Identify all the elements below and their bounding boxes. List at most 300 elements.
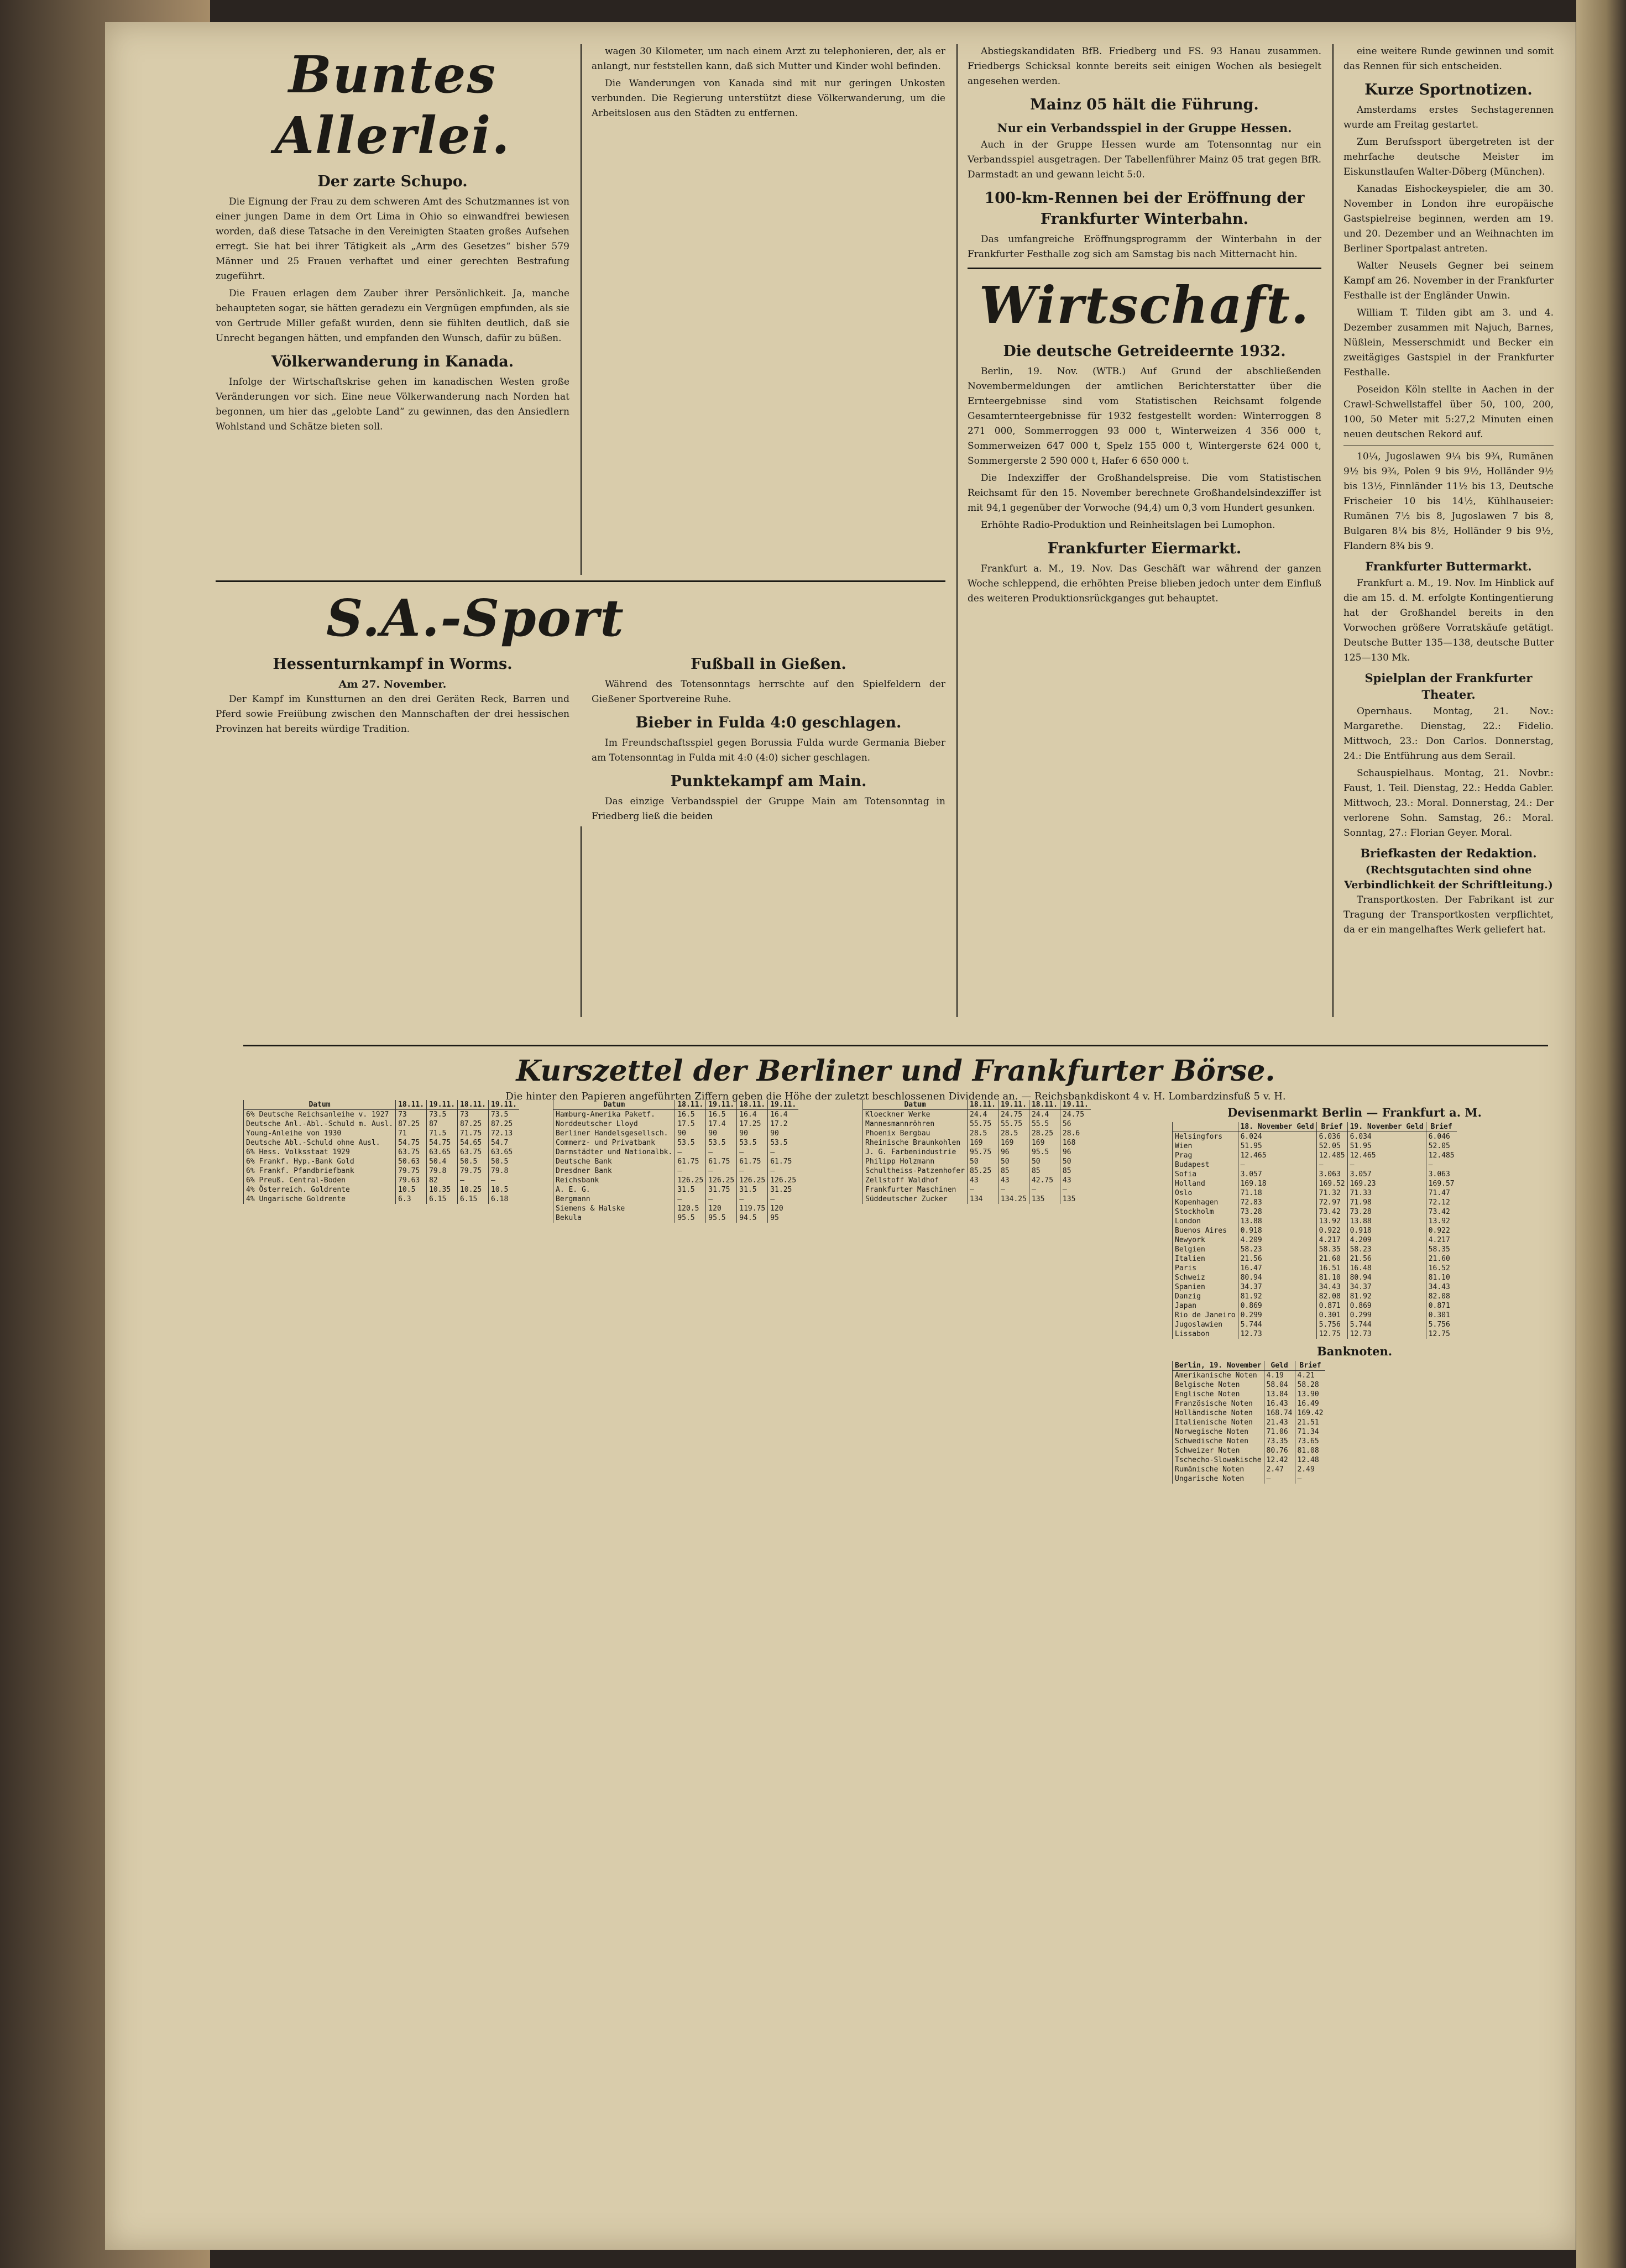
table-header: 19.11. xyxy=(1060,1100,1090,1110)
table-cell: Holland xyxy=(1173,1179,1238,1188)
table-cell: Deutsche Bank xyxy=(553,1157,675,1166)
banknotes-title: Banknoten. xyxy=(1316,1344,1393,1358)
table-cell: 58.23 xyxy=(1238,1245,1316,1254)
table-cell: 58.04 xyxy=(1264,1380,1295,1390)
currency-row xyxy=(1173,1292,1457,1301)
table-cell: 6.15 xyxy=(427,1195,458,1204)
article-dateline: Am 27. November. xyxy=(338,678,447,690)
currency-row xyxy=(1173,1301,1457,1311)
table-cell: 0.871 xyxy=(1316,1301,1347,1311)
table-cell: 6.046 xyxy=(1426,1132,1456,1142)
table-cell: 50 xyxy=(1029,1157,1060,1166)
table-cell: 79.8 xyxy=(427,1166,458,1176)
table-cell: 58.28 xyxy=(1295,1380,1325,1390)
table-cell: 0.301 xyxy=(1316,1311,1347,1320)
table-cell: 56 xyxy=(1060,1119,1090,1129)
table-cell: — xyxy=(675,1148,706,1157)
table-cell: 12.485 xyxy=(1316,1151,1347,1160)
table-cell: 63.65 xyxy=(427,1148,458,1157)
article-text: Infolge der Wirtschaftskrise gehen im kanadischen Westen große Veränderungen vor sich. Eine neue Völkerwanderung nach Norden hat begonnen, um hier das „gelobte Land“ zu gewinnen, das den Ansiedlern Wohlstand und Schätze bieten soll. xyxy=(216,376,569,432)
divider xyxy=(968,268,1321,269)
table-cell: 72.83 xyxy=(1238,1198,1316,1207)
table-cell: 51.95 xyxy=(1238,1141,1316,1151)
table-cell: 71.75 xyxy=(458,1129,489,1138)
table-cell: 34.37 xyxy=(1347,1282,1426,1292)
currency-row xyxy=(1173,1282,1457,1292)
table-cell: 12.75 xyxy=(1316,1329,1347,1339)
banknote-row xyxy=(1173,1408,1326,1418)
table-cell: 58.23 xyxy=(1347,1245,1426,1254)
table-cell: 5.756 xyxy=(1316,1320,1347,1329)
table-cell: 134 xyxy=(968,1195,998,1204)
table-cell: Paris xyxy=(1173,1264,1238,1273)
table-cell: Reichsbank xyxy=(553,1176,675,1185)
column-4 xyxy=(1343,44,1554,940)
table-cell: 31.5 xyxy=(737,1185,768,1195)
table-cell: — xyxy=(737,1195,768,1204)
bourse-title: Kurszettel der Berliner und Frankfurter Börse. xyxy=(516,1054,1275,1088)
table-cell: — xyxy=(675,1195,706,1204)
currency-row xyxy=(1173,1264,1457,1273)
table-cell: 16.47 xyxy=(1238,1264,1316,1273)
article-text: eine weitere Runde gewinnen und somit das Rennen für sich entscheiden. xyxy=(1343,46,1554,72)
currency-row xyxy=(1173,1198,1457,1207)
article-text: Berlin, 19. Nov. (WTB.) Auf Grund der abschließenden Novembermeldungen der amtlichen Berichterstatter über die Ernteergebnisse sind vom Statistischen Reichsamt folgende Gesamternteergebnisse für 1932 festgestellt worden: Winterroggen 8 271 000, Sommerroggen 93 000 t, Winterweizen 4 356 000 t, Sommerweizen 647 000 t, Spelz 155 000 t, Wintergerste 624 000 t, Sommergerste 2 590 000 t, Hafer 6 650 000 t. xyxy=(968,366,1321,467)
table-cell: 79.75 xyxy=(458,1166,489,1176)
table-cell: Rumänische Noten xyxy=(1173,1465,1264,1474)
table-cell: — xyxy=(737,1166,768,1176)
table-header: 18.11. xyxy=(737,1100,768,1110)
table-cell: 0.301 xyxy=(1426,1311,1456,1320)
table-cell: 4.21 xyxy=(1295,1371,1325,1381)
currency-row xyxy=(1173,1320,1457,1329)
table-cell: 85 xyxy=(1029,1166,1060,1176)
table-cell: Young-Anleihe von 1930 xyxy=(244,1129,396,1138)
article-text: Der Kampf im Kunstturnen an den drei Geräten Reck, Barren und Pferd sowie Freiübung zwischen den Mannschaften der drei hessischen Provinzen hat bereits würdige Tradition. xyxy=(216,694,569,735)
currency-row xyxy=(1173,1217,1457,1226)
table-cell: — xyxy=(1238,1160,1316,1170)
article-text: Schauspielhaus. Montag, 21. Novbr.: Faust, 1. Teil. Dienstag, 22.: Hedda Gabler. Mittwoch, 23.: Moral. Donnerstag, 24.: Der verlorene Sohn. Samstag, 26.: Moral. Sonntag, 27.: Florian Geyer. Moral. xyxy=(1343,768,1554,839)
stock-row xyxy=(863,1157,1091,1166)
table-cell: 21.56 xyxy=(1347,1254,1426,1264)
sport-section xyxy=(216,575,945,826)
stock-row xyxy=(244,1129,519,1138)
article-text: Frankfurt a. M., 19. Nov. Im Hinblick auf die am 15. d. M. erfolgte Kontingentierung hat der Großhandel bereits in den Vorwochen größere Vorratskäufe getätigt. Deutsche Butter 135—138, deutsche Butter 125—130 Mk. xyxy=(1343,578,1554,663)
table-cell: 43 xyxy=(968,1176,998,1185)
table-cell: 79.8 xyxy=(489,1166,519,1176)
table-cell: 72.13 xyxy=(489,1129,519,1138)
column-rule xyxy=(956,44,958,1017)
article-heading: Punktekampf am Main. xyxy=(670,773,867,790)
table-cell: 34.37 xyxy=(1238,1282,1316,1292)
table-cell: 73.35 xyxy=(1264,1437,1295,1446)
table-cell: 16.4 xyxy=(768,1110,798,1120)
table-cell: 4.209 xyxy=(1347,1235,1426,1245)
table-cell: 4% Österreich. Goldrente xyxy=(244,1185,396,1195)
article-text: Frankfurt a. M., 19. Nov. Das Geschäft war während der ganzen Woche schleppend, die erhöhten Preise blieben jedoch unter dem Einfluß des weiteren Produktionsrückganges gut behauptet. xyxy=(968,563,1321,604)
table-cell: Stockholm xyxy=(1173,1207,1238,1217)
table-cell: 85.25 xyxy=(968,1166,998,1176)
table-cell: 24.4 xyxy=(968,1110,998,1120)
devisen-title: Devisenmarkt Berlin — Frankfurt a. M. xyxy=(1227,1106,1482,1119)
table-cell: 21.51 xyxy=(1295,1418,1325,1427)
stock-exchange-section xyxy=(243,1039,1548,2244)
table-cell: 126.25 xyxy=(768,1176,798,1185)
table-cell: Budapest xyxy=(1173,1160,1238,1170)
table-cell: 50.63 xyxy=(396,1157,427,1166)
stock-row xyxy=(244,1138,519,1148)
table-header: 19. November Geld xyxy=(1347,1122,1426,1132)
stock-row xyxy=(553,1110,799,1120)
table-cell: 58.35 xyxy=(1426,1245,1456,1254)
stock-row xyxy=(863,1110,1091,1120)
table-cell: 85 xyxy=(1060,1166,1090,1176)
table-cell: Dresdner Bank xyxy=(553,1166,675,1176)
table-cell: 3.063 xyxy=(1316,1170,1347,1179)
article-text: Die Indexziffer der Großhandelspreise. Die vom Statistischen Reichsamt für den 15. November berechnete Großhandelsindexziffer ist mit 94,1 gegenüber der Vorwoche (94,4) um 0,3 vom Hundert gesunken. xyxy=(968,473,1321,514)
table-cell: 119.75 xyxy=(737,1204,768,1213)
table-cell: Schultheiss-Patzenhofer xyxy=(863,1166,968,1176)
table-header: Brief xyxy=(1295,1361,1325,1371)
table-cell: 24.4 xyxy=(1029,1110,1060,1120)
banknote-row xyxy=(1173,1371,1326,1381)
article-subheading: (Rechtsgutachten sind ohne Verbindlichkeit der Schriftleitung.) xyxy=(1344,864,1553,891)
table-cell: 16.4 xyxy=(737,1110,768,1120)
table-cell: 6% Frankf. Pfandbriefbank xyxy=(244,1166,396,1176)
table-cell: 5.744 xyxy=(1238,1320,1316,1329)
table-cell: Darmstädter und Nationalbk. xyxy=(553,1148,675,1157)
table-cell: — xyxy=(1426,1160,1456,1170)
divider xyxy=(243,1045,1548,1046)
table-cell: 54.75 xyxy=(396,1138,427,1148)
stock-row xyxy=(244,1157,519,1166)
table-cell: 71 xyxy=(396,1129,427,1138)
table-cell: 31.5 xyxy=(675,1185,706,1195)
table-header: 18. November Geld xyxy=(1238,1122,1316,1132)
currency-row xyxy=(1173,1132,1457,1142)
table-cell: 169 xyxy=(968,1138,998,1148)
table-header: 19.11. xyxy=(998,1100,1029,1110)
table-header: Datum xyxy=(863,1100,968,1110)
table-cell: 126.25 xyxy=(675,1176,706,1185)
table-cell: 81.92 xyxy=(1238,1292,1316,1301)
stock-row xyxy=(553,1166,799,1176)
table-cell: 2.49 xyxy=(1295,1465,1325,1474)
article-heading: Hessenturnkampf in Worms. xyxy=(273,656,513,673)
table-cell: 87.25 xyxy=(396,1119,427,1129)
table-header: Brief xyxy=(1426,1122,1456,1132)
table-cell: 73 xyxy=(396,1110,427,1120)
table-cell: Japan xyxy=(1173,1301,1238,1311)
table-cell: — xyxy=(737,1148,768,1157)
table-cell: 51.95 xyxy=(1347,1141,1426,1151)
table-cell: — xyxy=(768,1195,798,1204)
article-text: Erhöhte Radio-Produktion und Reinheitslagen bei Lumophon. xyxy=(981,520,1275,531)
table-cell: 12.42 xyxy=(1264,1455,1295,1465)
table-cell: Deutsche Anl.-Abl.-Schuld m. Ausl. xyxy=(244,1119,396,1129)
table-cell: 63.75 xyxy=(458,1148,489,1157)
table-cell: 168.74 xyxy=(1264,1408,1295,1418)
article-heading: Der zarte Schupo. xyxy=(317,173,468,190)
table-cell: Norddeutscher Lloyd xyxy=(553,1119,675,1129)
table-cell: 126.25 xyxy=(737,1176,768,1185)
table-cell: 13.90 xyxy=(1295,1390,1325,1399)
table-cell: 43 xyxy=(998,1176,1029,1185)
table-cell: 10.25 xyxy=(458,1185,489,1195)
article-heading: Die deutsche Getreideernte 1932. xyxy=(1003,343,1286,360)
article-heading: Frankfurter Eiermarkt. xyxy=(1047,540,1242,557)
table-cell: 12.73 xyxy=(1347,1329,1426,1339)
table-cell: Kloeckner Werke xyxy=(863,1110,968,1120)
column-2 xyxy=(592,44,945,123)
table-cell: 6.036 xyxy=(1316,1132,1347,1142)
table-cell: 42.75 xyxy=(1029,1176,1060,1185)
currency-row xyxy=(1173,1141,1457,1151)
currency-row xyxy=(1173,1329,1457,1339)
table-cell: Prag xyxy=(1173,1151,1238,1160)
table-cell: 0.871 xyxy=(1426,1301,1456,1311)
table-cell: 12.465 xyxy=(1238,1151,1316,1160)
stock-table-3 xyxy=(862,1100,1091,1204)
table-cell: 13.88 xyxy=(1238,1217,1316,1226)
table-header: 19.11. xyxy=(427,1100,458,1110)
table-header: 19.11. xyxy=(768,1100,798,1110)
table-cell: 71.47 xyxy=(1426,1188,1456,1198)
table-cell: 53.5 xyxy=(706,1138,737,1148)
table-cell: 21.56 xyxy=(1238,1254,1316,1264)
table-cell: 13.92 xyxy=(1426,1217,1456,1226)
table-cell: 17.4 xyxy=(706,1119,737,1129)
bourse-note: Die hinter den Papieren angeführten Ziffern geben die Höhe der zuletzt beschlossenen Dividende an. — Reichsbankdiskont 4 v. H. Lombardzinsfuß 5 v. H. xyxy=(505,1091,1286,1102)
table-cell: Berliner Handelsgesellsch. xyxy=(553,1129,675,1138)
table-cell: 90 xyxy=(675,1129,706,1138)
table-cell: 53.5 xyxy=(675,1138,706,1148)
column-rule xyxy=(581,44,582,1017)
table-cell: Newyork xyxy=(1173,1235,1238,1245)
article-text: Auch in der Gruppe Hessen wurde am Totensonntag nur ein Verbandsspiel ausgetragen. Der Tabellenführer Mainz 05 trat gegen BfR. Darmstadt an und gewann leicht 5:0. xyxy=(968,139,1321,180)
table-cell: Schweizer Noten xyxy=(1173,1446,1264,1455)
table-header: Berlin, 19. November xyxy=(1173,1361,1264,1371)
divider xyxy=(216,580,945,582)
table-cell: 21.60 xyxy=(1426,1254,1456,1264)
section-title-wirtschaft: Wirtschaft. xyxy=(979,275,1310,335)
table-cell: 4.217 xyxy=(1316,1235,1347,1245)
article-text: Poseidon Köln stellte in Aachen in der Crawl-Schwellstaffel über 50, 100, 200, 100, 50 Meter mit 5:27,2 Minuten einen neuen deutschen Rekord auf. xyxy=(1343,384,1554,440)
table-cell: 81.08 xyxy=(1295,1446,1325,1455)
table-cell: 50.5 xyxy=(489,1157,519,1166)
currency-row xyxy=(1173,1235,1457,1245)
table-cell: 2.47 xyxy=(1264,1465,1295,1474)
article-heading: Briefkasten der Redaktion. xyxy=(1360,846,1537,860)
table-cell: Schwedische Noten xyxy=(1173,1437,1264,1446)
banknote-row xyxy=(1173,1427,1326,1437)
table-cell: 3.057 xyxy=(1347,1170,1426,1179)
article-heading: Bieber in Fulda 4:0 geschlagen. xyxy=(635,714,902,731)
stock-table-2 xyxy=(553,1100,798,1223)
stock-row xyxy=(244,1110,519,1120)
table-cell: 82.08 xyxy=(1426,1292,1456,1301)
stock-row xyxy=(553,1185,799,1195)
table-cell: — xyxy=(1029,1185,1060,1195)
table-cell: 135 xyxy=(1029,1195,1060,1204)
article-text: Zum Berufssport übergetreten ist der mehrfache deutsche Meister im Eiskunstlaufen Walter-Döberg (München). xyxy=(1343,137,1554,177)
table-cell: 79.75 xyxy=(396,1166,427,1176)
table-cell: 72.97 xyxy=(1316,1198,1347,1207)
table-cell: 4.209 xyxy=(1238,1235,1316,1245)
table-cell: 52.05 xyxy=(1316,1141,1347,1151)
currency-row xyxy=(1173,1160,1457,1170)
table-cell: — xyxy=(489,1176,519,1185)
table-cell: Danzig xyxy=(1173,1292,1238,1301)
table-cell: 28.25 xyxy=(1029,1129,1060,1138)
table-cell: Norwegische Noten xyxy=(1173,1427,1264,1437)
currency-row xyxy=(1173,1273,1457,1282)
table-header: Brief xyxy=(1316,1122,1347,1132)
article-text: Amsterdams erstes Sechstagerennen wurde am Freitag gestartet. xyxy=(1343,104,1554,130)
table-cell: 12.73 xyxy=(1238,1329,1316,1339)
table-cell: 72.12 xyxy=(1426,1198,1456,1207)
table-cell: 0.918 xyxy=(1238,1226,1316,1235)
devisen-table xyxy=(1172,1100,1537,1484)
table-cell: Deutsche Abl.-Schuld ohne Ausl. xyxy=(244,1138,396,1148)
table-cell: Philipp Holzmann xyxy=(863,1157,968,1166)
table-cell: 6.15 xyxy=(458,1195,489,1204)
table-cell: 6% Frankf. Hyp.-Bank Gold xyxy=(244,1157,396,1166)
section-title-sport: S.A.-Sport xyxy=(326,588,625,648)
banknote-row xyxy=(1173,1380,1326,1390)
table-cell: 94.5 xyxy=(737,1213,768,1223)
table-cell: 61.75 xyxy=(706,1157,737,1166)
banknote-row xyxy=(1173,1418,1326,1427)
currency-row xyxy=(1173,1170,1457,1179)
table-cell: — xyxy=(675,1166,706,1176)
table-cell: Italienische Noten xyxy=(1173,1418,1264,1427)
stock-row xyxy=(553,1176,799,1185)
table-cell: Sofia xyxy=(1173,1170,1238,1179)
stock-row xyxy=(244,1176,519,1185)
table-cell: 73.65 xyxy=(1295,1437,1325,1446)
table-cell: Zellstoff Waldhof xyxy=(863,1176,968,1185)
table-cell: 21.60 xyxy=(1316,1254,1347,1264)
table-cell: 43 xyxy=(1060,1176,1090,1185)
table-cell: — xyxy=(1347,1160,1426,1170)
table-cell: 87 xyxy=(427,1119,458,1129)
article-heading: Völkerwanderung in Kanada. xyxy=(271,353,514,370)
banknote-row xyxy=(1173,1474,1326,1484)
table-cell: 73 xyxy=(458,1110,489,1120)
table-cell: 13.92 xyxy=(1316,1217,1347,1226)
currency-row xyxy=(1173,1179,1457,1188)
banknote-row xyxy=(1173,1455,1326,1465)
currency-row xyxy=(1173,1311,1457,1320)
table-cell: 28.6 xyxy=(1060,1129,1090,1138)
table-cell: 17.25 xyxy=(737,1119,768,1129)
table-cell: 73.28 xyxy=(1347,1207,1426,1217)
table-cell: — xyxy=(706,1195,737,1204)
table-cell: — xyxy=(458,1176,489,1185)
table-cell: 16.43 xyxy=(1264,1399,1295,1408)
section-title-allerlei: Buntes Allerlei. xyxy=(274,45,511,165)
table-cell: — xyxy=(968,1185,998,1195)
table-cell: Englische Noten xyxy=(1173,1390,1264,1399)
table-cell: 95 xyxy=(768,1213,798,1223)
stock-row xyxy=(553,1213,799,1223)
currency-row xyxy=(1173,1188,1457,1198)
table-cell: 4.217 xyxy=(1426,1235,1456,1245)
table-cell: Bergmann xyxy=(553,1195,675,1204)
table-cell: 169 xyxy=(998,1138,1029,1148)
stock-row xyxy=(553,1148,799,1157)
table-cell: Siemens & Halske xyxy=(553,1204,675,1213)
table-cell: 169.18 xyxy=(1238,1179,1316,1188)
table-cell: London xyxy=(1173,1217,1238,1226)
table-cell: 134.25 xyxy=(998,1195,1029,1204)
table-cell: 50 xyxy=(968,1157,998,1166)
table-cell: 31.25 xyxy=(768,1185,798,1195)
table-cell: — xyxy=(1295,1474,1325,1484)
table-cell: 80.94 xyxy=(1347,1273,1426,1282)
table-cell: 12.465 xyxy=(1347,1151,1426,1160)
table-header: 19.11. xyxy=(706,1100,737,1110)
table-cell: 16.5 xyxy=(675,1110,706,1120)
currency-row xyxy=(1173,1151,1457,1160)
currency-row xyxy=(1173,1254,1457,1264)
table-cell: Commerz- und Privatbank xyxy=(553,1138,675,1148)
currency-row xyxy=(1173,1207,1457,1217)
table-cell: Belgien xyxy=(1173,1245,1238,1254)
table-cell: 50.5 xyxy=(458,1157,489,1166)
stock-row xyxy=(244,1185,519,1195)
table-cell: 95.5 xyxy=(706,1213,737,1223)
article-text: 10¼, Jugoslawen 9¼ bis 9¾, Rumänen 9½ bis 9¾, Polen 9 bis 9½, Holländer 9½ bis 13½, Finnländer 11½ bis 13, Deutsche Frischeier 10 bis 14½, Kühlhauseier: Rumänen 7½ bis 8, Jugoslawen 7 bis 8, Bulgaren 8¼ bis 8½, Holländer 9 bis 9½, Flandern 8¾ bis 9. xyxy=(1343,451,1554,552)
table-cell: 80.76 xyxy=(1264,1446,1295,1455)
table-cell: — xyxy=(1264,1474,1295,1484)
table-header: 18.11. xyxy=(458,1100,489,1110)
table-cell: 169 xyxy=(1029,1138,1060,1148)
article-heading: 100-km-Rennen bei der Eröffnung der Frankfurter Winterbahn. xyxy=(984,190,1305,228)
table-cell: 53.5 xyxy=(768,1138,798,1148)
table-cell: 4% Ungarische Goldrente xyxy=(244,1195,396,1204)
table-cell: 0.869 xyxy=(1238,1301,1316,1311)
table-cell: 0.922 xyxy=(1426,1226,1456,1235)
article-heading: Fußball in Gießen. xyxy=(691,656,846,673)
table-cell: 4.19 xyxy=(1264,1371,1295,1381)
table-cell: Spanien xyxy=(1173,1282,1238,1292)
article-text: wagen 30 Kilometer, um nach einem Arzt zu telephonieren, der, als er anlangt, nur feststellen kann, daß sich Mutter und Kinder wohl befinden. xyxy=(592,46,945,72)
table-cell: Belgische Noten xyxy=(1173,1380,1264,1390)
table-cell: 13.84 xyxy=(1264,1390,1295,1399)
table-cell: 12.485 xyxy=(1426,1151,1456,1160)
table-cell: 169.23 xyxy=(1347,1179,1426,1188)
sport-column-left xyxy=(216,648,569,826)
table-cell: 24.75 xyxy=(998,1110,1029,1120)
table-cell: 10.5 xyxy=(396,1185,427,1195)
table-cell: Lissabon xyxy=(1173,1329,1238,1339)
table-cell: 17.5 xyxy=(675,1119,706,1129)
table-cell: — xyxy=(998,1185,1029,1195)
article-subheading: Nur ein Verbandsspiel in der Gruppe Hessen. xyxy=(997,121,1292,135)
article-heading: Frankfurter Buttermarkt. xyxy=(1365,559,1532,573)
table-cell: 90 xyxy=(706,1129,737,1138)
stock-row xyxy=(553,1157,799,1166)
table-cell: 55.5 xyxy=(1029,1119,1060,1129)
banknote-row xyxy=(1173,1399,1326,1408)
table-cell: — xyxy=(1060,1185,1090,1195)
table-cell: 87.25 xyxy=(489,1119,519,1129)
table-cell: 6% Preuß. Central-Boden xyxy=(244,1176,396,1185)
stock-row xyxy=(863,1185,1091,1195)
column-3 xyxy=(968,44,1321,609)
